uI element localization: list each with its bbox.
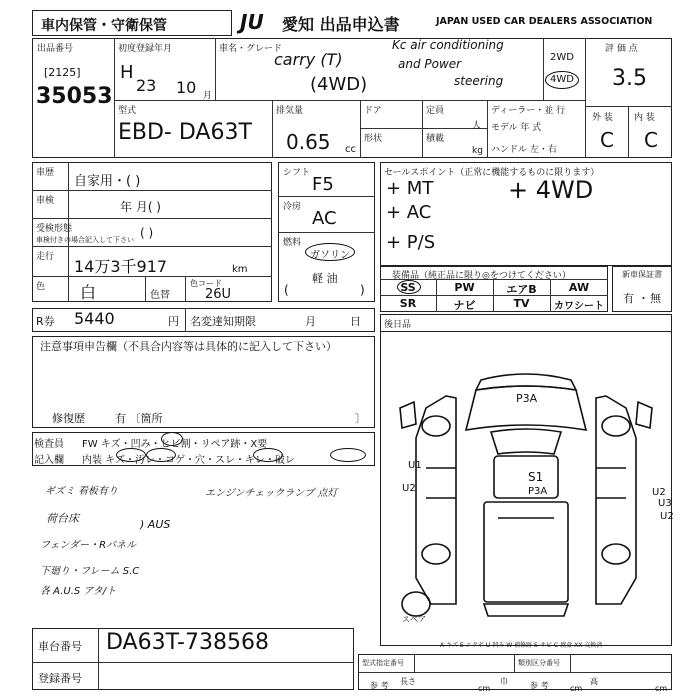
remark-7: 各 A.U.S アタ/ト [40,586,117,597]
remark-5: フェンダー・Rパネル [40,540,137,551]
storage-label: 車内保管・守衛保管 [41,18,167,34]
selling-point-mt: + MT [386,178,434,199]
color-code-label: 色コード [190,279,222,288]
warranty-no: 無 [650,292,661,305]
equipment-airbag: エアB [506,283,537,296]
door-label: ドア [364,106,382,116]
logo-mark: JU [240,10,264,34]
after-items-label: 後日品 [384,320,412,330]
acceptance-label: 受検形態 [36,224,73,234]
equipment-tv: TV [513,297,530,310]
spec-note-3: steering [454,74,504,88]
reg-month-unit: 月 [203,91,213,101]
equipment-navi: ナビ [453,299,476,312]
notes-label: 注意事項申告欄（不具合内容等は具体的に記入して下さい） [40,340,337,353]
ac-label: 冷房 [283,202,302,212]
chassis-value: DA63T-738568 [106,630,269,655]
type-value: EBD- DA63T [118,120,252,145]
diagram-label-s1: S1 [528,470,544,484]
reg-month: 10 [176,78,197,97]
acceptance-note: 車検付きの場合記入して下さい [36,236,134,244]
recycle-value: 5440 [74,309,115,328]
storage-label-box [32,10,232,36]
repair-close: 〕 [355,412,366,425]
diesel-label: 軽 油 [312,272,338,285]
category-label: 類別区分番号 [518,659,560,667]
exterior-score: C [600,128,614,152]
model-year-label: モデル 年 式 [491,123,542,133]
load-unit: kg [472,146,483,156]
exterior-label: 外 装 [592,113,613,123]
recycle-label: R券 [36,315,55,328]
color-value: 白 [80,283,97,302]
drive-4wd: 4WD [550,74,574,85]
equipment-aw: AW [568,281,590,294]
vehicle-name: carry (T) [274,50,343,69]
displacement-value: 0.65 [286,130,331,154]
diagram-label-p3a-mid: P3A [528,486,548,497]
inspector-label-1: 検査員 [34,439,64,450]
ac-value: AC [312,208,337,229]
vehicle-drive: (4WD) [310,74,368,95]
damage-legend: A-キズ E-エクボ U-凹み W-補修跡 S-サビ C-腐食 XX-交換済 [440,642,603,649]
type-label: 型式 [118,106,137,116]
diagram-label-u2-left: U2 [402,483,416,494]
selling-point-ps: + P/S [386,232,436,253]
width-cm: cm [570,684,583,693]
drive-2wd: 2WD [550,52,574,63]
remark-3: 荷台床 [46,512,79,525]
warranty-label: 新車保証書 [622,270,662,279]
ref-label-1: 参 考 [370,681,389,690]
length-label: 長さ [400,677,416,686]
bracket-right: ) [360,283,365,297]
inspector-label-2: 記入欄 [34,455,64,466]
org-name: 愛知 出品申込書 [282,15,400,34]
spare-label: スペア [402,615,426,624]
displacement-label: 排気量 [276,106,304,116]
lot-sub-number: [2125] [44,66,81,79]
car-diagram [386,368,666,618]
diagram-label-u3: U3 [658,498,672,509]
color-change-label: 色替 [150,290,170,301]
ju-logo [240,10,264,34]
selling-point-ac: + AC [386,202,432,223]
interior-label: 内 装 [634,113,655,123]
name-change-month: 月 [305,315,316,328]
handle-label: ハンドル 左・右 [491,145,557,155]
acceptance-value: ( ) [140,226,154,240]
mileage-value: 14万3千917 [74,257,168,276]
diagram-label-u1: U1 [408,460,422,471]
height-label: 高 [590,677,598,686]
org-english: JAPAN USED CAR DEALERS ASSOCIATION [436,16,653,27]
equipment-label: 装備品（純正品に限り◎をつけてください） [392,271,571,281]
reg-year: 23 [136,76,157,95]
score-value: 3.5 [612,66,647,91]
equipment-sr: SR [399,297,417,310]
chassis-label: 車台番号 [38,640,82,653]
interior-circle-4 [330,448,366,462]
fuel-value: ガソリン [310,250,350,261]
displacement-unit: cc [345,144,356,155]
equipment-pw: PW [454,281,475,294]
equipment-ss: SS [400,281,416,294]
inspector-interior-row: 内装 キズ・汚レ・コゲ・穴・スレ・キレ・破レ [82,455,295,466]
shape-label: 形状 [364,134,383,144]
inspection-value: 年 月( ) [120,200,161,214]
history-value: 自家用・( ) [74,174,141,189]
first-reg-label: 初度登録年月 [118,44,173,54]
fuel-label: 燃料 [283,238,302,248]
capacity-unit: 人 [472,121,482,131]
inspector-fw-row: FW キズ・凹み・ヒビ割・リペア跡・X要 [82,439,268,450]
lot-number: 35053 [36,84,113,109]
remark-6: 下廻り・フレーム S.C [40,566,140,577]
lot-label: 出品番号 [37,44,74,54]
history-label: 車歴 [36,168,55,178]
shift-value: F5 [312,174,334,195]
interior-circle-3 [253,448,283,462]
reg-number-label: 登録番号 [38,672,82,685]
color-label: 色 [36,282,46,292]
dent-circle [161,432,183,446]
diagram-label-u2-right: U2 [652,487,666,498]
equipment-leather-seat: カワシート [554,301,604,312]
warranty-yes: 有 [623,292,634,305]
inspection-label: 車検 [36,196,55,206]
ref-label-2: 参 考 [530,681,549,690]
remark-1: ギズミ 看板有り [45,486,118,497]
color-code-value: 26U [205,287,232,302]
width-label: 巾 [500,677,508,686]
selling-points-label: セールスポイント（正常に機能するものに限ります） [384,168,600,178]
name-change-day: 日 [350,315,361,328]
reg-era: H [120,62,134,83]
mileage-unit: km [232,264,248,275]
height-cm: cm [655,684,668,693]
bracket-left: ( [284,283,289,297]
shift-label: シフト [283,168,311,178]
dealer-label: ディーラー・並 行 [491,106,566,116]
warranty-dot: ・ [638,292,649,305]
spec-note-2: and Power [398,57,462,71]
recycle-unit: 円 [168,315,179,328]
remark-2: エンジンチェックランプ 点灯 [205,488,338,499]
score-label: 評 価 点 [605,44,638,54]
interior-circle-1 [116,448,146,462]
repair-value: 有 〔箇所 [115,412,163,425]
remark-4: ) AUS [140,518,171,531]
spec-note-1: Kc air conditioning [392,38,504,52]
selling-point-4wd: + 4WD [508,176,594,204]
vehicle-name-label: 車名・グレード [219,44,283,54]
load-label: 積載 [426,134,445,144]
diagram-label-u2-lower: U2 [660,511,674,522]
interior-circle-2 [146,448,176,462]
repair-label: 修復歴 [52,412,85,425]
model-designation-label: 型式指定番号 [362,659,404,667]
length-cm: cm [478,684,491,693]
mileage-label: 走行 [36,252,55,262]
name-change-label: 名変達知期限 [190,315,256,328]
capacity-label: 定員 [426,106,445,116]
diagram-label-p3a-top: P3A [516,392,538,405]
after-items-frame [380,314,672,332]
interior-score: C [644,128,658,152]
